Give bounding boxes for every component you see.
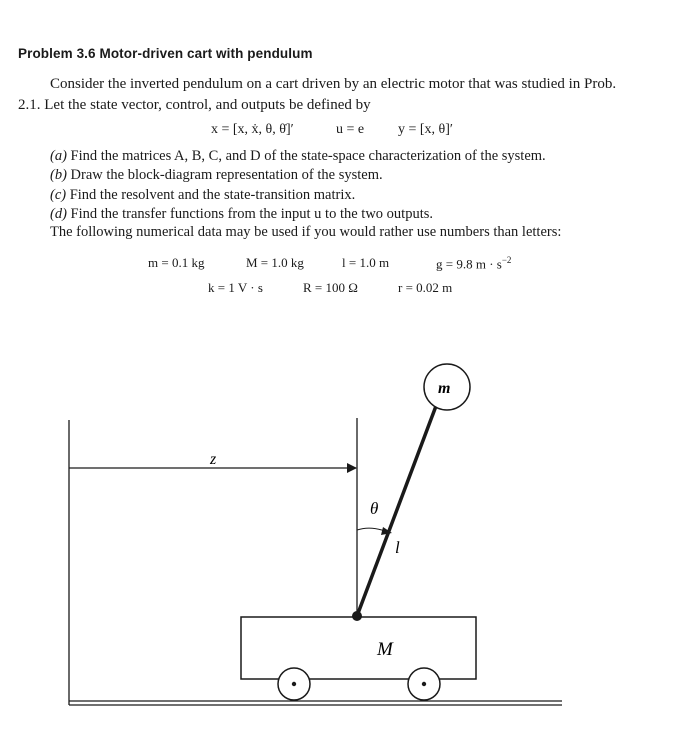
task-label: (c) bbox=[50, 186, 67, 203]
angle-label-theta: θ bbox=[370, 499, 379, 518]
intro-line-2: 2.1. Let the state vector, control, and outputs be defined by bbox=[18, 97, 371, 113]
task-label: (a) bbox=[50, 148, 67, 164]
cart-mass-label: M bbox=[377, 639, 393, 660]
param-l: l = 1.0 m bbox=[342, 255, 390, 270]
task-text: Find the resolvent and the state-transition matrix. bbox=[69, 186, 356, 203]
state-vector-equation: x = [x, ẋ, θ, θ̇]′ bbox=[211, 122, 294, 137]
problem-title: Problem 3.6 Motor-driven cart with pendulum bbox=[18, 46, 313, 61]
right-wheel-axle bbox=[422, 682, 426, 686]
task-text: Find the matrices A, B, C, and D of the state-space characterization of the system. bbox=[70, 148, 546, 164]
intro-line-1: Consider the inverted pendulum on a cart driven by an electric motor that was studied in Prob. bbox=[50, 76, 617, 92]
rod-length-label: l bbox=[395, 538, 400, 557]
numeric-data-intro: The following numerical data may be used if you would rather use numbers than letters: bbox=[50, 224, 562, 240]
bob-mass-label: m bbox=[438, 380, 451, 397]
cart-body bbox=[241, 617, 476, 679]
task-text: Draw the block-diagram representation of the system. bbox=[70, 167, 383, 184]
task-label: (d) bbox=[50, 206, 67, 223]
param-g-base: g = 9.8 m · s bbox=[436, 256, 502, 272]
param-m: m = 0.1 kg bbox=[148, 255, 205, 270]
pendulum-rod bbox=[357, 406, 436, 616]
param-k: k = 1 V · s bbox=[208, 280, 263, 295]
param-R: R = 100 Ω bbox=[303, 280, 358, 295]
task-label: (b) bbox=[50, 167, 67, 184]
param-g-exponent: −2 bbox=[501, 255, 512, 265]
output-equation: y = [x, θ]′ bbox=[398, 122, 453, 137]
control-equation: u = e bbox=[336, 122, 365, 137]
param-r: r = 0.02 m bbox=[398, 280, 453, 295]
param-M: M = 1.0 kg bbox=[246, 255, 304, 270]
left-wheel-axle bbox=[292, 682, 296, 686]
displacement-label-z: z bbox=[210, 451, 217, 468]
pivot-joint bbox=[352, 611, 362, 621]
task-text: Find the transfer functions from the input u to the two outputs. bbox=[70, 206, 433, 223]
